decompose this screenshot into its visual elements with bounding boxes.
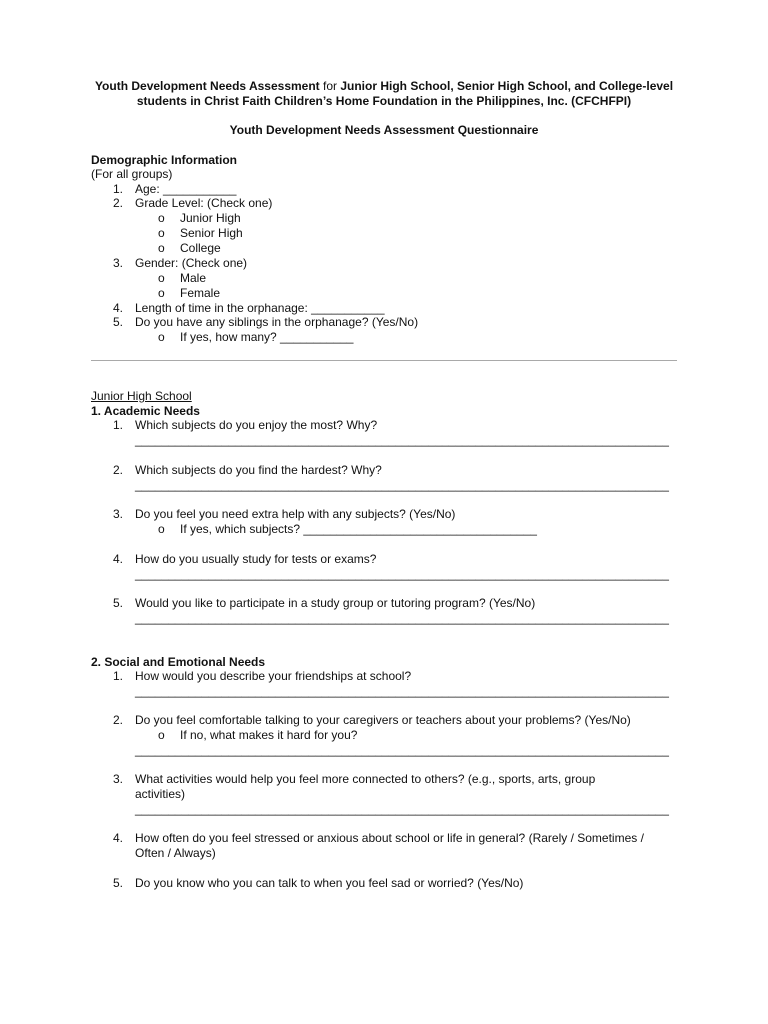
siblings-question: Do you have any siblings in the orphanage? (Yes/No) [135,315,419,329]
item-number: 5. [113,876,124,890]
age-question: Age: ___________ [135,182,237,196]
bullet: o [158,330,165,344]
demographic-heading: Demographic Information [91,153,238,167]
academic-question-5: Would you like to participate in a study group or tutoring program? (Yes/No) [135,596,536,610]
answer-line: ________________________________________________________________________________ [135,743,669,757]
demographic-note: (For all groups) [91,167,173,181]
option-senior-high: Senior High [180,226,243,240]
option-male: Male [180,271,207,285]
bullet: o [158,271,165,285]
item-number: 2. [113,713,124,727]
social-question-3: What activities would help you feel more connected to others? (e.g., sports, arts, group [135,772,596,786]
academic-question-3: Do you feel you need extra help with any subjects? (Yes/No) [135,507,456,521]
item-number: 5. [113,315,124,329]
extra-help-subjects-prompt: If yes, which subjects? ___________________________________ [180,522,537,536]
item-number: 2. [113,196,124,210]
item-number: 3. [113,256,124,270]
item-number: 1. [113,669,124,683]
bullet: o [158,241,165,255]
gender-question: Gender: (Check one) [135,256,248,270]
bullet: o [158,728,165,742]
bullet: o [158,211,165,225]
option-female: Female [180,286,221,300]
social-question-4: How often do you feel stressed or anxious about school or life in general? (Rarely / Sometimes / [135,831,644,845]
bullet: o [158,522,165,536]
social-emotional-heading: 2. Social and Emotional Needs [91,655,266,669]
social-question-5: Do you know who you can talk to when you feel sad or worried? (Yes/No) [135,876,524,890]
item-number: 4. [113,552,124,566]
title-part-c: Junior High School, Senior High School, and College-level [340,79,674,93]
questionnaire-subtitle: Youth Development Needs Assessment Questionnaire [229,123,539,137]
difficulty-prompt: If no, what makes it hard for you? [180,728,358,742]
grade-level-question: Grade Level: (Check one) [135,196,273,210]
item-number: 4. [113,301,124,315]
social-question-3-continued: activities) [135,787,186,801]
social-question-1: How would you describe your friendships at school? [135,669,412,683]
academic-question-4: How do you usually study for tests or exams? [135,552,377,566]
title-part-b: for [319,79,341,93]
answer-line: ________________________________________________________________________________ [135,802,669,816]
junior-high-heading: Junior High School [91,389,192,403]
item-number: 1. [113,182,124,196]
title-part-a: Youth Development Needs Assessment [94,79,320,93]
item-number: 3. [113,772,124,786]
social-question-2: Do you feel comfortable talking to your caregivers or teachers about your problems? (Yes/No) [135,713,631,727]
item-number: 2. [113,463,124,477]
title-line-2: students in Christ Faith Children’s Home Foundation in the Philippines, Inc. (CFCHFPI) [136,94,632,108]
academic-question-2: Which subjects do you find the hardest? Why? [135,463,382,477]
title-line-1 [0,79,768,94]
answer-line: ________________________________________________________________________________ [135,684,669,698]
option-college: College [180,241,221,255]
item-number: 3. [113,507,124,521]
section-divider [91,360,677,361]
item-number: 4. [113,831,124,845]
academic-needs-heading: 1. Academic Needs [91,404,200,418]
bullet: o [158,286,165,300]
bullet: o [158,226,165,240]
item-number: 5. [113,596,124,610]
academic-question-1: Which subjects do you enjoy the most? Why? [135,418,378,432]
item-number: 1. [113,418,124,432]
orphanage-time-question: Length of time in the orphanage: ___________ [135,301,385,315]
answer-line: ________________________________________________________________________________ [135,567,669,581]
social-question-4-continued: Often / Always) [135,846,216,860]
option-junior-high: Junior High [180,211,241,225]
siblings-count-prompt: If yes, how many? ___________ [180,330,354,344]
answer-line: ________________________________________________________________________________ [135,478,669,492]
answer-line: ________________________________________________________________________________ [135,433,669,447]
answer-line: ________________________________________________________________________________ [135,611,669,625]
